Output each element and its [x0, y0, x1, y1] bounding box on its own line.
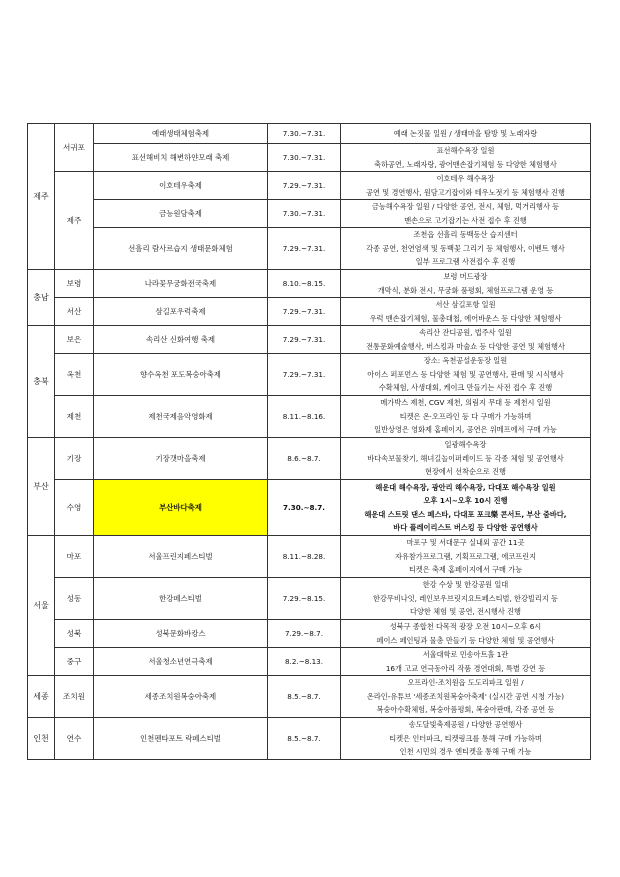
table-row — [28, 298, 591, 326]
festival-date: 8.11.~8.28. — [268, 536, 341, 578]
festival-name: 인천펜타포트 락페스티벌 — [94, 718, 268, 760]
table-row — [28, 326, 591, 354]
festival-desc: 일광해수욕장 바다속보물찾기, 해녀길놀이퍼레이드 등 각종 체험 및 공연행사 현장에서 선착순으로 진행 — [341, 438, 591, 480]
festival-name: 선흘리 람사르습지 생태문화체험 — [94, 228, 268, 270]
table-row-highlighted — [28, 480, 591, 536]
table-row — [28, 676, 591, 718]
festival-name-highlighted: 부산바다축제 — [94, 480, 268, 536]
festival-name: 서울청소년연극축제 — [94, 648, 268, 676]
festival-date: 7.29.~8.15. — [268, 578, 341, 620]
festival-name: 삼길포우럭축제 — [94, 298, 268, 326]
table-row — [28, 172, 591, 200]
festival-date: 8.6.~8.7. — [268, 438, 341, 480]
festival-desc: 메가박스 제천, CGV 제천, 의림지 무대 등 제천시 일원 티켓은 온·오프라인 등 다 구매가 가능하며 일반상영은 영화제 홈페이지, 공연은 위메프에서 구매 가능 — [341, 396, 591, 438]
festival-table — [27, 123, 591, 760]
festival-desc: 속리산 잔디공원, 법주사 일원 전통문화예술행사, 버스킹과 마술쇼 등 다양한 공연 및 체험행사 — [341, 326, 591, 354]
festival-name: 향수옥천 포도복숭아축제 — [94, 354, 268, 396]
city-cell: 제주 — [55, 172, 94, 270]
festival-date: 8.10.~8.15. — [268, 270, 341, 298]
table-row — [28, 536, 591, 578]
table-row — [28, 578, 591, 620]
festival-date: 7.30.~7.31. — [268, 200, 341, 228]
region-cell: 인천 — [28, 718, 55, 760]
festival-name: 서울프린지페스티벌 — [94, 536, 268, 578]
festival-desc: 성북구 종합천 다목적 광장 오전 10시~오후 6시 페이스 페인팅과 물총 만들기 등 다양한 체험 및 공연행사 — [341, 620, 591, 648]
region-cell: 세종 — [28, 676, 55, 718]
table-row — [28, 620, 591, 648]
festival-name: 제천국제음악영화제 — [94, 396, 268, 438]
festival-date: 7.29.~8.7. — [268, 620, 341, 648]
city-cell: 마포 — [55, 536, 94, 578]
table-row — [28, 144, 591, 172]
festival-desc: 오프라인-조치원읍 도도리파크 일원 / 온라인-유튜브 '세종조치원복숭아축제' (실시간 공연 시청 가능) 복숭아수확체험, 복숭아품평회, 복숭아판매, 각종 공연 등 — [341, 676, 591, 718]
festival-date: 7.29.~7.31. — [268, 298, 341, 326]
city-cell: 보령 — [55, 270, 94, 298]
city-cell: 성동 — [55, 578, 94, 620]
festival-desc: 서산 삼길포항 일원 우럭 맨손잡기체험, 물총대첩, 에어바운스 등 다양한 체험행사 — [341, 298, 591, 326]
festival-desc: 서울대학로 민송아트홀 1관 16개 고교 연극동아리 작품 경연대회, 특별 강연 등 — [341, 648, 591, 676]
festival-date: 7.29.~7.31. — [268, 228, 341, 270]
table-row — [28, 354, 591, 396]
festival-date: 8.5.~8.7. — [268, 718, 341, 760]
city-cell: 서산 — [55, 298, 94, 326]
table-row — [28, 648, 591, 676]
festival-date: 8.11.~8.16. — [268, 396, 341, 438]
festival-date: 7.29.~7.31. — [268, 354, 341, 396]
festival-desc: 한강 수상 및 한강공원 일대 한강무비나잇, 레인보우브릿지요트페스티벌, 한강빌리지 등 다양한 체험 및 공연, 전시행사 진행 — [341, 578, 591, 620]
table-row — [28, 200, 591, 228]
city-cell: 수영 — [55, 480, 94, 536]
region-cell: 서울 — [28, 536, 55, 676]
festival-date: 8.2.~8.13. — [268, 648, 341, 676]
table-row — [28, 228, 591, 270]
table-row — [28, 718, 591, 760]
city-cell: 연수 — [55, 718, 94, 760]
region-cell: 제주 — [28, 124, 55, 270]
festival-date: 7.29.~7.31. — [268, 172, 341, 200]
festival-name: 성북문화바캉스 — [94, 620, 268, 648]
city-cell: 중구 — [55, 648, 94, 676]
city-cell: 조치원 — [55, 676, 94, 718]
region-cell: 충북 — [28, 326, 55, 438]
festival-date: 7.30.~8.7. — [268, 480, 341, 536]
festival-date: 7.30.~7.31. — [268, 144, 341, 172]
city-cell: 서귀포 — [55, 124, 94, 172]
festival-desc: 장소: 옥천공설운동장 일원 아이스 퍼포먼스 등 다양한 체험 및 공연행사, 판매 및 시식행사 수확체험, 사생대회, 케이크 만들기는 사전 접수 후 진행 — [341, 354, 591, 396]
festival-desc: 이호테우 해수욕장 공연 및 경연행사, 원담고기잡이와 테우노젓기 등 체험행사 진행 — [341, 172, 591, 200]
city-cell: 기장 — [55, 438, 94, 480]
festival-desc: 조천읍 선흘리 동백동산 습지센터 각종 공연, 천연염색 및 동백꽃 그리기 등 체험행사, 이벤트 행사 일부 프로그램 사전접수 후 진행 — [341, 228, 591, 270]
festival-name: 세종조치원복숭아축제 — [94, 676, 268, 718]
table-row — [28, 124, 591, 144]
festival-name: 기장갯마을축제 — [94, 438, 268, 480]
table-row — [28, 396, 591, 438]
festival-desc: 해운대 해수욕장, 광안리 해수욕장, 다대포 해수욕장 일원 오후 1시~오후 10시 진행 해운대 스트릿 댄스 페스타, 다대포 포크樂 콘서트, 부산 줌바다, 바다 플레이리스트 버스킹 등 다양한 공연행사 — [341, 480, 591, 536]
city-cell: 성북 — [55, 620, 94, 648]
table-row — [28, 438, 591, 480]
city-cell: 보은 — [55, 326, 94, 354]
region-cell: 충남 — [28, 270, 55, 326]
festival-name: 금능원담축제 — [94, 200, 268, 228]
festival-name: 나라꽃무궁화전국축제 — [94, 270, 268, 298]
festival-date: 7.30.~7.31. — [268, 124, 341, 144]
festival-name: 이호테우축제 — [94, 172, 268, 200]
festival-desc: 금능해수욕장 일원 / 다양한 공연, 전시, 체험, 먹거리행사 등 맨손으로 고기잡기는 사전 접수 후 진행 — [341, 200, 591, 228]
city-cell: 옥천 — [55, 354, 94, 396]
festival-date: 8.5.~8.7. — [268, 676, 341, 718]
festival-name: 표선해비치 해변하얀모래 축제 — [94, 144, 268, 172]
festival-desc: 보령 머드광장 개막식, 분화 전시, 무궁화 품평회, 체험프로그램 운영 등 — [341, 270, 591, 298]
festival-desc: 표선해수욕장 일원 축하공연, 노래자랑, 광어맨손잡기체험 등 다양한 체험행사 — [341, 144, 591, 172]
festival-date: 7.29.~7.31. — [268, 326, 341, 354]
festival-name: 예래생태체험축제 — [94, 124, 268, 144]
region-cell: 부산 — [28, 438, 55, 536]
festival-desc: 송도달빛축제공원 / 다양한 공연행사 티켓은 인터파크, 티켓링크를 통해 구매 가능하며 인천 시민의 경우 엔티켓을 통해 구매 가능 — [341, 718, 591, 760]
festival-desc: 예래 논짓물 일원 / 생태마을 탐방 및 노래자랑 — [341, 124, 591, 144]
festival-name: 속리산 신화여행 축제 — [94, 326, 268, 354]
festival-desc: 마포구 및 서대문구 실내외 공간 11곳 자유참가프로그램, 기획프로그램, 에코프린지 티켓은 축제 홈페이지에서 구매 가능 — [341, 536, 591, 578]
table-row — [28, 270, 591, 298]
city-cell: 제천 — [55, 396, 94, 438]
festival-name: 한강페스티벌 — [94, 578, 268, 620]
